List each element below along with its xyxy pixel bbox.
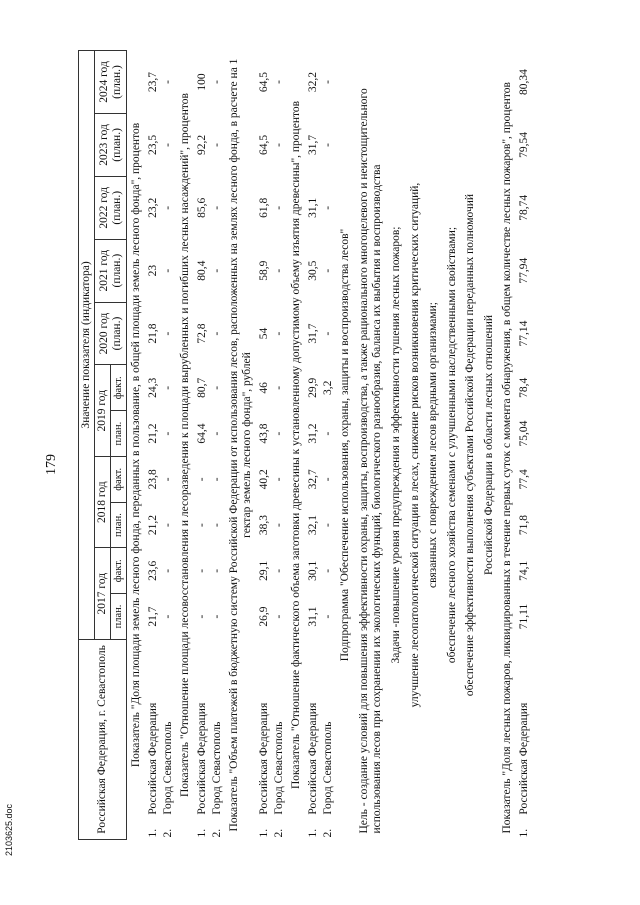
value-cell: 31,1: [307, 197, 319, 218]
header-plan-year: [95, 176, 127, 239]
header-subcol: факт.: [111, 456, 127, 502]
row-region-name: Город Севастополь: [322, 721, 334, 815]
value-cell: -: [273, 143, 285, 147]
value-cell: -: [322, 568, 334, 573]
value-cell: -: [211, 477, 223, 482]
value-cell: 29,9: [307, 377, 319, 398]
table-row: [257, 51, 272, 840]
row-number: 1.: [196, 828, 208, 838]
value-cell: -: [211, 331, 223, 336]
value-cell: 100: [196, 73, 208, 91]
row-region-name: Российская Федерация: [258, 702, 270, 815]
file-name-text: 2103625.doc: [4, 803, 14, 856]
value-cell: -: [273, 523, 285, 527]
subprogram-task: Задачи -повышение уровня предупреждения и эффективности тушения лесных пожаров;: [390, 226, 402, 664]
table-row: [210, 51, 225, 840]
value-cell: 32,7: [307, 469, 319, 490]
row-number: 1.: [147, 828, 159, 838]
value-cell: -: [196, 568, 208, 573]
value-cell: 78,4: [518, 377, 530, 398]
value-cell: -: [273, 568, 285, 573]
value-cell: -: [273, 331, 285, 336]
indicator-title: Показатель "Объем платежей в бюджетную систему Российской Федерации от использования лесов, расположенных на землях лесного фонда, в расчете на 1 гектар земель лесного фонда", рублей: [228, 58, 253, 832]
subprogram-task: обеспечение лесного хозяйства семенами с улучшенными наследственными свойствами;: [445, 226, 458, 664]
value-cell: -: [322, 331, 334, 336]
value-cell: 31,1: [307, 606, 319, 627]
row-region-name: Город Севастополь: [273, 721, 285, 815]
indicator-title: Показатель "Отношение площади лесовосстановления и лесоразведения к площади вырубленных и погибших лесных насаждений", процентов: [179, 93, 191, 798]
value-cell: 77,14: [518, 320, 530, 347]
row-region-name: Российская Федерация: [518, 702, 530, 815]
value-cell: 92,2: [196, 134, 208, 155]
value-cell: -: [273, 268, 285, 273]
value-cell: 32,1: [307, 515, 319, 536]
value-cell: 80,7: [196, 377, 208, 398]
value-cell: 77,94: [518, 257, 530, 284]
value-cell: -: [162, 205, 174, 210]
header-plan-year: [95, 51, 127, 114]
value-cell: 23,5: [147, 134, 159, 155]
value-cell: 43,8: [258, 423, 270, 444]
value-cell: -: [162, 268, 174, 273]
header-year: 2017 год: [95, 548, 111, 639]
value-cell: -: [322, 523, 334, 527]
value-cell: -: [273, 614, 285, 619]
table-row: [161, 51, 176, 840]
page-number: 179: [44, 454, 59, 475]
value-cell: 3,2: [322, 380, 334, 396]
table-row: [321, 51, 336, 840]
table-header: [79, 51, 127, 840]
table-row: [272, 51, 287, 840]
value-cell: 21,2: [147, 423, 159, 444]
value-cell: -: [322, 431, 334, 436]
value-cell: 64,4: [196, 423, 208, 444]
header-plan-year-sub: (план.): [110, 65, 123, 99]
value-cell: 74,1: [518, 560, 530, 581]
table-row: [517, 51, 532, 840]
value-cell: 46: [258, 382, 270, 394]
header-subcol: факт.: [111, 548, 127, 594]
row-number: 2.: [273, 828, 285, 838]
value-cell: -: [162, 568, 174, 573]
row-number: 1.: [307, 828, 319, 838]
value-cell: -: [211, 143, 223, 147]
value-cell: 30,1: [307, 560, 319, 581]
value-cell: 31,2: [307, 423, 319, 444]
value-cell: -: [322, 205, 334, 210]
value-cell: 58,9: [258, 260, 270, 281]
value-cell: -: [211, 385, 223, 390]
value-cell: -: [162, 143, 174, 147]
indicator-title: Показатель "Доля площади земель лесного фонда, переданных в пользование, в общей площади земель лесного фонда", процентов: [130, 122, 142, 768]
value-cell: 21,2: [147, 515, 159, 536]
header-plan-year: [95, 239, 127, 302]
header-plan-year: [95, 302, 127, 365]
value-cell: -: [162, 614, 174, 619]
header-plan-year-sub: (план.): [110, 190, 123, 225]
value-cell: 61,8: [258, 197, 270, 218]
table-row: [146, 51, 161, 840]
value-cell: -: [211, 568, 223, 573]
value-cell: 85,6: [196, 197, 208, 218]
value-cell: 75,04: [518, 420, 530, 447]
subprogram-goal: Цель - создание условий для повышения эффективности охраны, защиты, воспроизводства, а также рационального многоцелевого и неистощительного использования лесов при сохранении их экологических функций, биологического разнообразия, баланса их выбытия и воспроизводства: [358, 88, 383, 834]
header-plan-year-label: 2022 год: [97, 187, 110, 229]
value-cell: 23,7: [147, 71, 159, 93]
header-plan-year: [95, 113, 127, 176]
header-year: 2019 год: [95, 365, 111, 456]
header-plan-year-label: 2021 год: [97, 249, 110, 292]
subprogram-task: связанных с повреждением лесов вредными организмами;: [427, 302, 439, 589]
indicator-table: [78, 50, 532, 840]
value-cell: -: [196, 477, 208, 482]
value-cell: 21,8: [147, 323, 159, 344]
value-cell: -: [273, 385, 285, 390]
value-cell: -: [162, 431, 174, 436]
value-cell: 23,2: [147, 197, 159, 218]
value-cell: -: [162, 523, 174, 527]
row-number: 2.: [322, 828, 334, 838]
value-cell: 64,5: [258, 71, 270, 93]
value-cell: -: [211, 614, 223, 619]
header-value-title: Значение показателя (индикатора): [79, 51, 95, 640]
value-cell: -: [273, 431, 285, 436]
row-region-name: Российская Федерация: [307, 702, 319, 815]
value-cell: 24,3: [147, 377, 159, 398]
header-plan-year-sub: (план.): [110, 253, 123, 288]
value-cell: -: [211, 431, 223, 436]
row-number: 2.: [211, 828, 223, 838]
value-cell: -: [162, 331, 174, 336]
indicator-title: Показатель "Доля лесных пожаров, ликвидированных в течение первых суток с момента обнаружения, в общем количестве лесных пожаров", процентов: [501, 82, 513, 834]
value-cell: 80,4: [196, 260, 208, 281]
subprogram-task: Российской Федерации в области лесных отношений: [482, 314, 495, 576]
row-number: 1.: [518, 828, 530, 838]
row-region-name: Российская Федерация: [147, 702, 159, 815]
header-plan-year-label: 2020 год: [97, 312, 110, 355]
value-cell: 23,6: [147, 560, 159, 581]
header-subcol: план.: [111, 502, 127, 548]
value-cell: 31,7: [307, 134, 319, 155]
header-plan-year-sub: (план.): [110, 128, 123, 162]
header-plan-year-label: 2023 год: [97, 124, 110, 166]
value-cell: -: [162, 477, 174, 482]
value-cell: 31,7: [307, 323, 319, 344]
value-cell: 23,8: [147, 469, 159, 490]
row-region-name: Город Севастополь: [211, 721, 223, 815]
value-cell: 30,5: [307, 260, 319, 281]
value-cell: 79,54: [518, 131, 530, 158]
header-subcol: план.: [111, 411, 127, 457]
value-cell: 64,5: [258, 134, 270, 155]
subprogram-title: Подпрограмма "Обеспечение использования, охраны, защиты и воспроизводства лесов": [339, 228, 351, 662]
row-region-name: Российская Федерация: [196, 702, 208, 815]
subprogram-task: обеспечение эффективности выполнения субъектами Российской Федерации переданных полномочий: [464, 193, 476, 697]
row-region-name: Город Севастополь: [162, 721, 174, 815]
indicator-title: Показатель "Отношение фактического объема заготовки древесины к установленному допустимому объему изъятия древесины", процентов: [290, 100, 302, 790]
header-subcol: план.: [111, 594, 127, 640]
value-cell: 21,7: [147, 606, 159, 627]
value-cell: -: [273, 80, 285, 84]
value-cell: -: [211, 205, 223, 210]
value-cell: -: [322, 614, 334, 619]
header-region: Российская Федерация, г. Севастополь: [79, 639, 127, 839]
value-cell: 71,11: [518, 603, 530, 630]
row-number: 2.: [162, 828, 174, 838]
table-row: [195, 51, 210, 840]
value-cell: -: [211, 80, 223, 84]
row-number: 1.: [258, 828, 270, 838]
header-subcol: факт.: [111, 365, 127, 411]
value-cell: -: [196, 523, 208, 527]
value-cell: -: [322, 268, 334, 273]
value-cell: 29,1: [258, 560, 270, 581]
header-plan-year-sub: (план.): [110, 316, 123, 351]
value-cell: 72,8: [196, 323, 208, 344]
value-cell: 40,2: [258, 469, 270, 490]
value-cell: -: [273, 205, 285, 210]
value-cell: 38,3: [258, 515, 270, 536]
value-cell: 80,34: [518, 69, 530, 95]
value-cell: -: [322, 80, 334, 84]
value-cell: -: [162, 80, 174, 84]
header-year: 2018 год: [95, 456, 111, 547]
value-cell: 23: [147, 264, 159, 277]
value-cell: -: [211, 268, 223, 273]
value-cell: -: [273, 477, 285, 482]
value-cell: 71,8: [518, 515, 530, 536]
value-cell: -: [322, 143, 334, 147]
value-cell: 54: [258, 327, 270, 340]
value-cell: -: [196, 614, 208, 619]
header-plan-year-label: 2024 год: [97, 61, 110, 103]
value-cell: 78,74: [518, 194, 530, 221]
value-cell: 32,2: [307, 71, 319, 93]
value-cell: 77,4: [518, 469, 530, 490]
subprogram-task: улучшение лесопатологической ситуации в лесах, снижение рисков возникновения критических ситуаций,: [408, 182, 421, 708]
value-cell: 26,9: [258, 606, 270, 627]
value-cell: -: [322, 477, 334, 482]
value-cell: -: [162, 385, 174, 390]
table-row: [306, 51, 321, 840]
value-cell: -: [211, 523, 223, 527]
